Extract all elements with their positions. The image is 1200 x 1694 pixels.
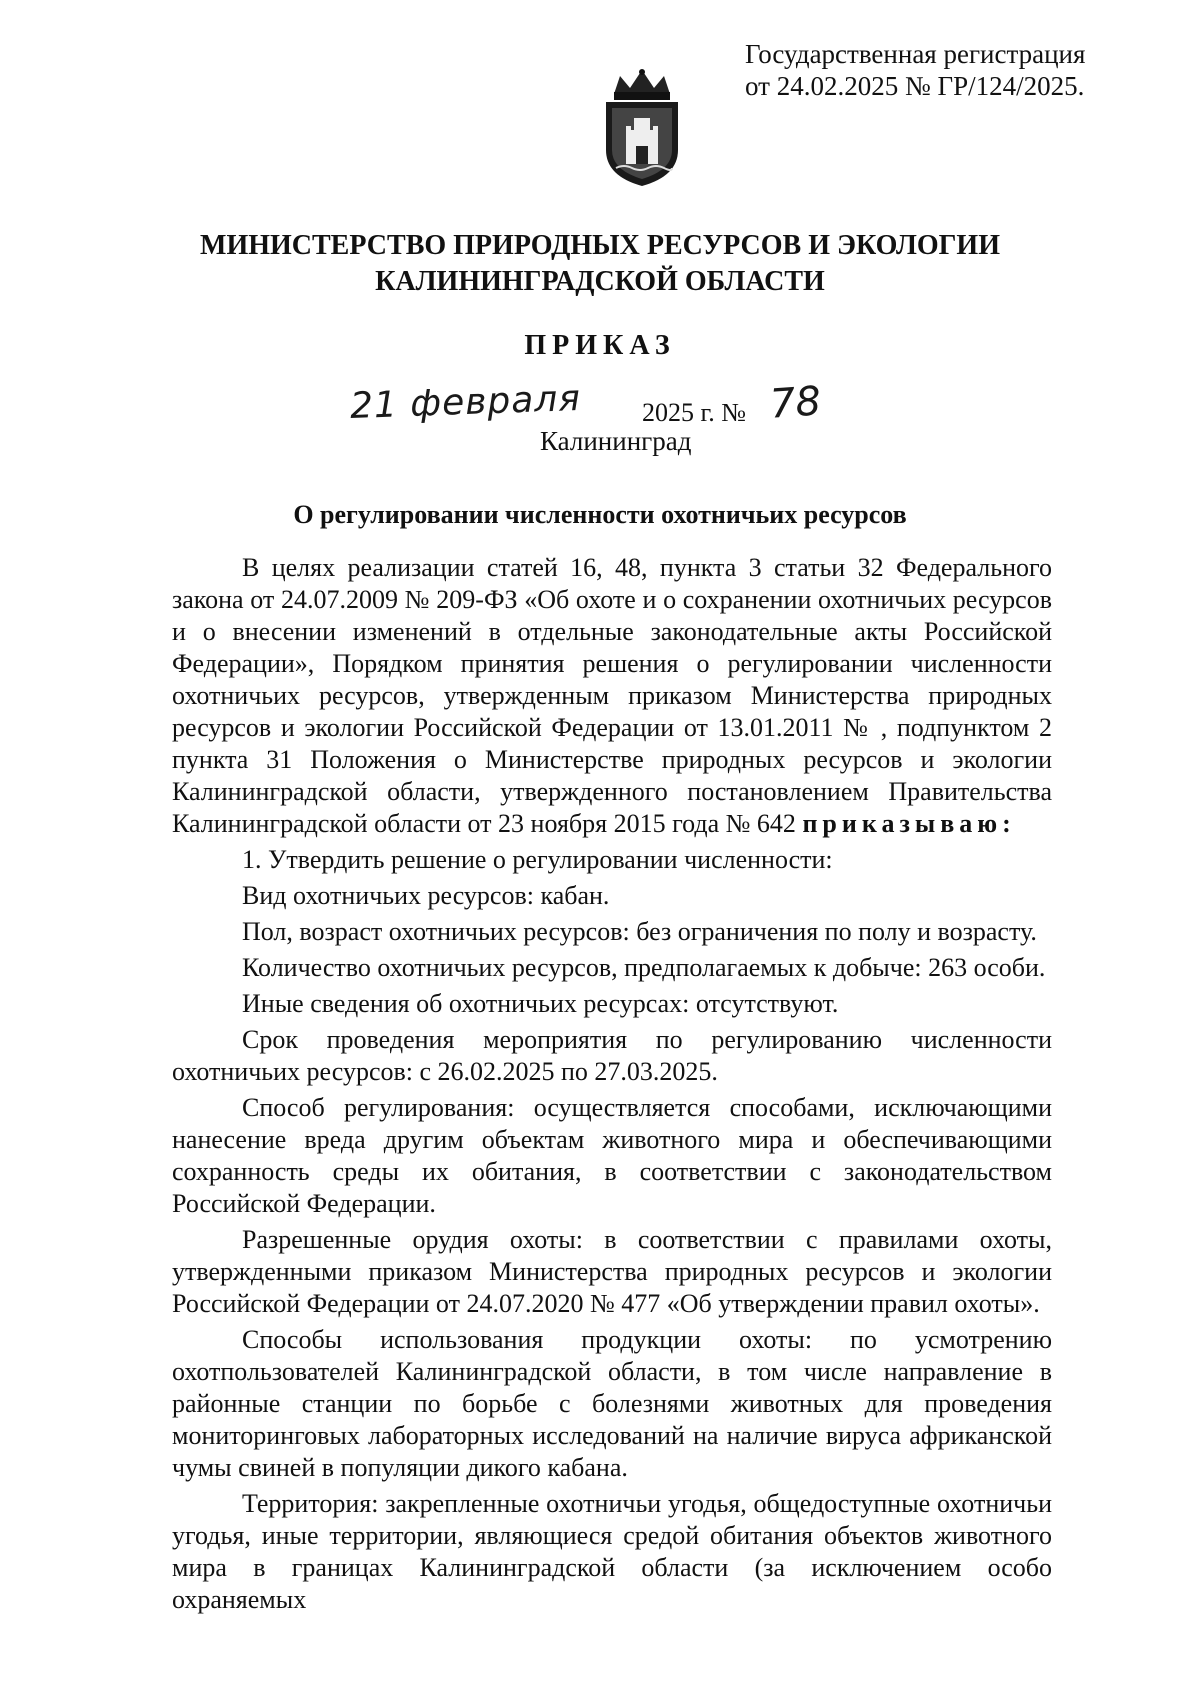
period-paragraph: Срок проведения мероприятия по регулированию численности охотничьих ресурсов: с 26.02.2025 по 27.03.2025. xyxy=(172,1025,1052,1086)
order-verb: приказываю: xyxy=(802,809,1016,838)
sex-age-line: Пол, возраст охотничьих ресурсов: без ограничения по полу и возрасту. xyxy=(242,917,1037,946)
item-1: 1. Утвердить решение о регулировании численности: xyxy=(242,845,833,874)
territory-paragraph: Территория: закрепленные охотничьи угодья, общедоступные охотничьи угодья, иные территории, являющиеся средой обитания объектов животного мира в границах Калининградской области (за исключением особо охраняемых xyxy=(172,1489,1052,1614)
products-paragraph: Способы использования продукции охоты: по усмотрению охотпользователей Калининградской области, в том числе направление в районные станции по борьбе с болезнями животных для проведения мониторинговых лабораторных исследований на наличие вируса африканской чумы свиней в популяции дикого кабана. xyxy=(172,1325,1052,1482)
city-name: Калининград xyxy=(540,426,692,456)
year-number-label: 2025 г. № xyxy=(642,398,747,427)
registration-line-1: Государственная регистрация xyxy=(745,39,1086,69)
tools-paragraph: Разрешенные орудия охоты: в соответствии с правилами охоты, утвержденными приказом Министерства природных ресурсов и экологии Российской Федерации от 24.07.2020 № 477 «Об утверждении правил охоты». xyxy=(172,1225,1052,1318)
species-line: Вид охотничьих ресурсов: кабан. xyxy=(242,881,610,910)
handwritten-order-number: 78 xyxy=(768,378,823,428)
coat-of-arms-icon xyxy=(600,66,684,188)
other-info-line: Иные сведения об охотничьих ресурсах: отсутствуют. xyxy=(242,989,839,1018)
handwritten-date: 21 февраля xyxy=(349,377,582,428)
ministry-title xyxy=(160,228,1040,300)
quantity-line: Количество охотничьих ресурсов, предполагаемых к добыче: 263 особи. xyxy=(242,953,1046,982)
ministry-title-line-2: КАЛИНИНГРАДСКОЙ ОБЛАСТИ xyxy=(375,266,825,297)
intro-paragraph xyxy=(172,552,1052,840)
ministry-title-line-1: МИНИСТЕРСТВО ПРИРОДНЫХ РЕСУРСОВ И ЭКОЛОГИИ xyxy=(200,230,1000,261)
method-paragraph: Способ регулирования: осуществляется способами, исключающими нанесение вреда другим объектам животного мира и обеспечивающими сохранность среды их обитания, в соответствии с законодательством Российской Федерации. xyxy=(172,1093,1052,1218)
order-body xyxy=(172,552,1052,1620)
registration-stamp xyxy=(745,38,1165,102)
order-heading: ПРИКАЗ xyxy=(524,330,676,361)
order-subject: О регулировании численности охотничьих ресурсов xyxy=(293,500,907,529)
registration-line-2: от 24.02.2025 № ГР/124/2025. xyxy=(745,71,1085,101)
intro-text: В целях реализации статей 16, 48, пункта 3 статьи 32 Федерального закона от 24.07.2009 № 209-ФЗ «Об охоте и о сохранении охотничьих ресурсов и о внесении изменений в отдельные законодательные акты Российской Федерации», Порядком принятия решения о регулировании численности охотничьих ресурсов, утвержденным приказом Министерства природных ресурсов и экологии Российской Федерации от 13.01.2011 № , подпунктом 2 пункта 31 Положения о Министерстве природных ресурсов и экологии Калининградской области, утвержденного постановлением Правительства Калининградской области от 23 ноября 2015 года № 642 xyxy=(172,553,1052,838)
